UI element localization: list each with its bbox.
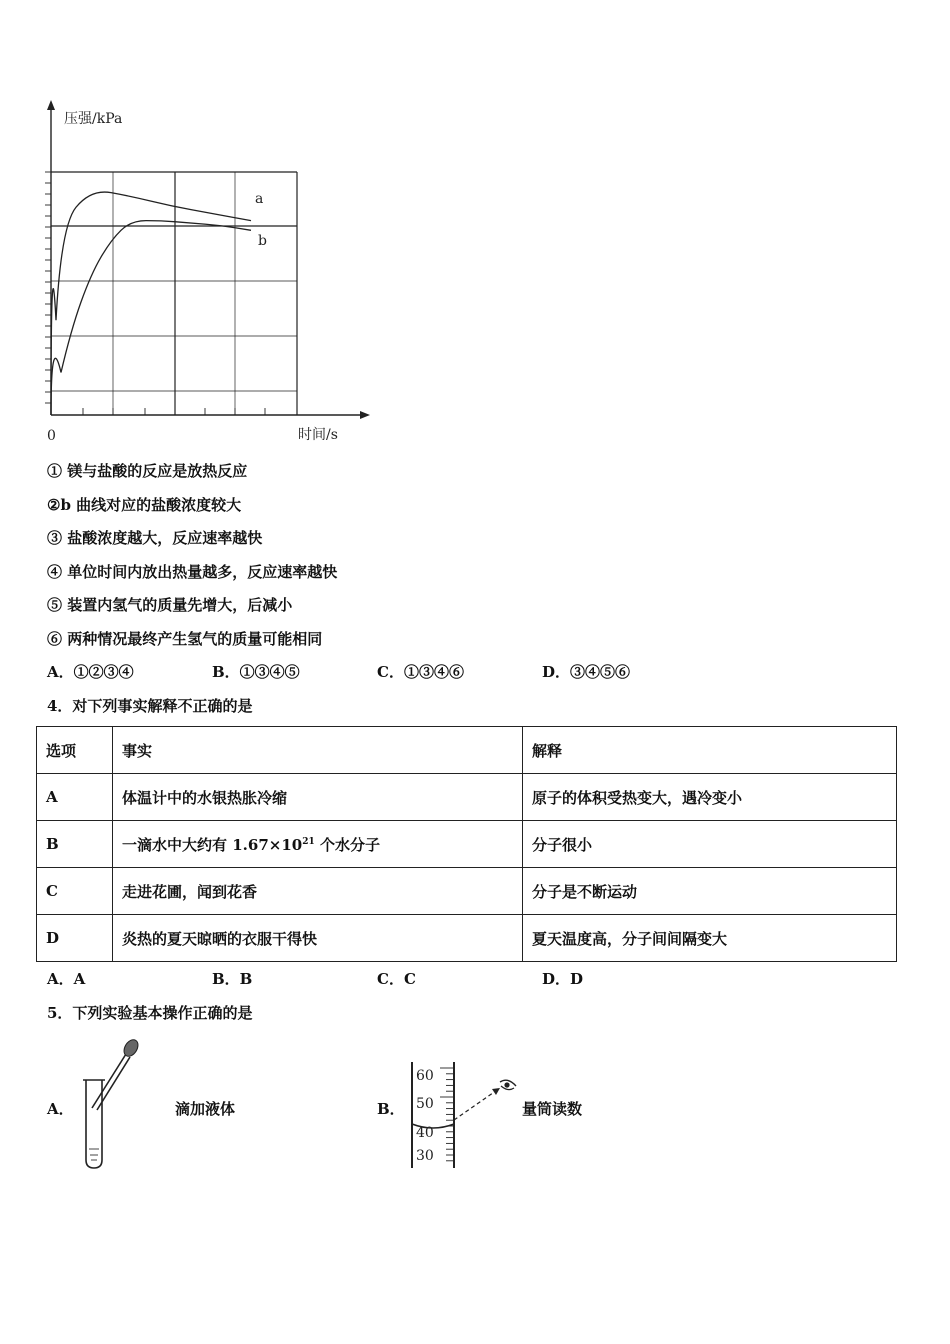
cylinder-mark-40: 40 [416,1125,434,1141]
exponent: 21 [302,836,315,847]
q4-option-b[interactable]: B．B [212,970,253,988]
q5-caption-b: 量筒读数 [522,1100,583,1118]
statement-2: ②b 曲线对应的盐酸浓度较大 [47,496,242,514]
row-explanation: 原子的体积受热变大，遇冷变小 [523,774,897,821]
q4-option-c[interactable]: C．C [377,970,416,988]
series-label-b: b [258,233,267,249]
fact-text: 炎热的夏天晾晒的衣服干得快 [122,929,318,948]
curve-b [51,221,251,415]
table-row [37,774,897,821]
chart-grid [51,172,297,415]
pressure-time-chart [0,0,420,450]
x-axis-label: 时间/s [298,427,338,443]
facts-table [36,726,897,962]
dropper-test-tube-illustration [78,1036,142,1172]
row-option: C [37,868,113,915]
table-row [37,821,897,868]
q3-option-c[interactable]: C．①③④⑥ [377,663,464,681]
measuring-cylinder-illustration [404,1058,524,1176]
q4-option-a[interactable]: A．A [47,970,86,988]
cylinder-mark-60: 60 [416,1068,434,1084]
header-option: 选项 [37,727,113,774]
statement-5: ⑤ 装置内氢气的质量先增大，后减小 [47,596,293,614]
row-explanation: 夏天温度高，分子间间隔变大 [523,915,897,962]
row-option: A [37,774,113,821]
q5-option-a-label[interactable]: A． [47,1100,74,1118]
origin-label: 0 [47,428,56,444]
q4-title: 4．对下列事实解释不正确的是 [47,697,253,715]
cylinder-mark-30: 30 [416,1148,434,1164]
q5-title: 5．下列实验基本操作正确的是 [47,1004,253,1022]
y-axis-arrow [47,100,55,110]
series-label-a: a [255,191,264,207]
fact-text: 体温计中的水银热胀冷缩 [122,788,288,807]
q3-option-d[interactable]: D．③④⑤⑥ [542,663,631,681]
q3-option-a[interactable]: A．①②③④ [47,663,134,681]
row-option: D [37,915,113,962]
fact-text: 一滴水中大约有 1.67×10 [122,835,303,854]
fact-tail: 个水分子 [314,835,380,854]
statement-1: ① 镁与盐酸的反应是放热反应 [47,462,248,480]
table-row [37,868,897,915]
table-row [37,915,897,962]
header-explanation: 解释 [523,727,897,774]
fact-text: 走进花圃，闻到花香 [122,882,258,901]
statement-3: ③ 盐酸浓度越大，反应速率越快 [47,529,263,547]
statement-6: ⑥ 两种情况最终产生氢气的质量可能相同 [47,630,323,648]
row-fact [113,774,523,821]
chart-ticks [45,172,297,415]
q5-option-b-label[interactable]: B． [377,1100,405,1118]
row-fact [113,821,523,868]
row-fact [113,915,523,962]
row-explanation: 分子很小 [523,821,897,868]
row-explanation: 分子是不断运动 [523,868,897,915]
header-fact: 事实 [113,727,523,774]
q5-caption-a: 滴加液体 [175,1100,236,1118]
y-axis-label: 压强/kPa [64,111,123,127]
statement-4: ④ 单位时间内放出热量越多，反应速率越快 [47,563,338,581]
q3-option-b[interactable]: B．①③④⑤ [212,663,300,681]
eye-icon [500,1080,516,1089]
cylinder-mark-50: 50 [416,1096,434,1112]
table-header-row [37,727,897,774]
row-option: B [37,821,113,868]
row-fact [113,868,523,915]
x-axis-arrow [360,411,370,419]
q4-option-d[interactable]: D．D [542,970,584,988]
